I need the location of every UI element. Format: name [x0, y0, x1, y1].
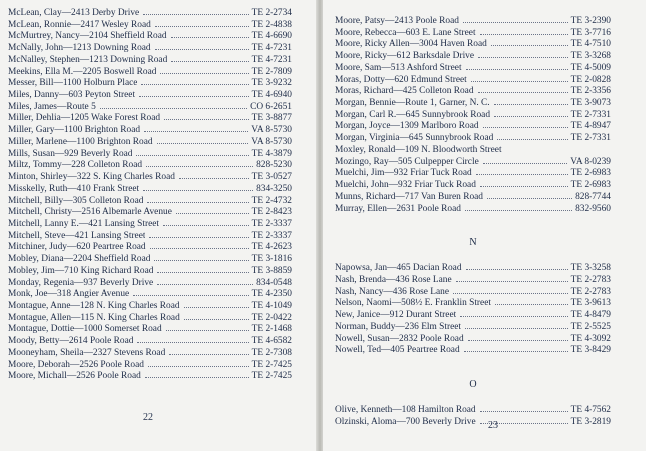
directory-entry [335, 167, 611, 179]
directory-entry [8, 359, 292, 371]
entry-name-address: Munns, Richard—717 Van Buren Road [335, 191, 483, 202]
dot-leader [164, 112, 249, 120]
entry-phone: VA 8-5730 [251, 136, 292, 147]
entry-phone: TE 4-3879 [251, 148, 292, 159]
dot-leader [480, 27, 568, 35]
directory-entry [335, 109, 611, 121]
entry-phone: TE 2-7331 [570, 133, 611, 144]
dot-leader [137, 335, 248, 343]
entry-phone: 832-9560 [575, 203, 611, 214]
dot-leader [171, 30, 249, 38]
entry-phone: TE 3-8877 [251, 113, 292, 124]
entry-name-address: Nowell, Ted—405 Peartree Road [335, 345, 460, 356]
directory-entry [335, 144, 611, 156]
left-page [0, 0, 318, 451]
entry-phone: TE 4-7562 [570, 404, 611, 415]
dot-leader [453, 286, 568, 294]
dot-leader [157, 136, 249, 144]
directory-entry [8, 124, 292, 136]
directory-entry [8, 206, 292, 218]
entry-name-address: Miles, James—Route 5 [8, 101, 96, 112]
directory-entry [335, 321, 611, 333]
entry-phone: TE 4-7231 [251, 54, 292, 65]
directory-entry [335, 286, 611, 298]
dot-leader [465, 203, 572, 211]
entry-phone: TE 3-1816 [251, 254, 292, 265]
entry-name-address: Mitchiner, Judy—620 Peartree Road [8, 242, 146, 253]
dot-leader [146, 159, 253, 167]
entry-name-address: Monk, Joe—318 Angier Avenue [8, 289, 130, 300]
directory-entry [8, 183, 292, 195]
right-page-number: 23 [488, 420, 498, 431]
entry-name-address: Monday, Regenia—937 Beverly Drive [8, 277, 154, 288]
dot-leader [483, 156, 568, 164]
entry-phone: TE 2-6983 [570, 168, 611, 179]
directory-entry [335, 297, 611, 309]
dot-leader [184, 312, 249, 320]
directory-entry [8, 335, 292, 347]
n-entry-list [335, 262, 611, 356]
entry-name-address: Minton, Shirley—322 S. King Charles Road [8, 172, 175, 183]
directory-entry [335, 333, 611, 345]
dot-leader [480, 404, 568, 412]
dot-leader [480, 179, 568, 187]
directory-entry [335, 62, 611, 74]
entry-name-address: Nash, Nancy—436 Rose Lane [335, 286, 450, 297]
dot-leader [465, 321, 568, 329]
directory-entry [8, 370, 292, 382]
entry-phone: VA 8-5730 [251, 125, 292, 136]
entry-phone: TE 2-7425 [251, 371, 292, 382]
entry-phone: TE 2-4732 [251, 195, 292, 206]
entry-name-address: Mitchell, Christy—2516 Albemarle Avenue [8, 207, 172, 218]
entry-name-address: Montague, Anne—128 N. King Charles Road [8, 300, 180, 311]
entry-phone: TE 2-8423 [251, 207, 292, 218]
dot-leader [184, 300, 249, 308]
entry-phone: 834-0548 [256, 277, 292, 288]
entry-phone: TE 2-7425 [251, 359, 292, 370]
dot-leader [483, 120, 568, 128]
directory-entry [335, 50, 611, 62]
directory-entry [335, 404, 611, 416]
entry-name-address: McLean, Ronnie—2417 Wesley Road [8, 19, 151, 30]
directory-entry [8, 136, 292, 148]
directory-entry [8, 241, 292, 253]
entry-name-address: Moxley, Ronald—109 N. Bloodworth Street [335, 144, 502, 155]
entry-phone: TE 4-6582 [251, 336, 292, 347]
directory-entry [8, 312, 292, 324]
directory-entry [335, 85, 611, 97]
dot-leader [478, 85, 568, 93]
entry-phone: TE 3-0527 [251, 172, 292, 183]
section-heading-n: N [469, 237, 477, 249]
entry-phone: TE 3-2819 [570, 416, 611, 427]
entry-name-address: Moras, Richard—425 Colleton Road [335, 86, 474, 97]
entry-phone: TE 4-2623 [251, 242, 292, 253]
dot-leader [169, 347, 248, 355]
dot-leader [497, 132, 567, 140]
entry-phone: TE 4-5009 [570, 62, 611, 73]
entry-phone: TE 2-0828 [570, 74, 611, 85]
directory-entry [335, 191, 611, 203]
directory-entry [335, 97, 611, 109]
dot-leader [494, 97, 568, 105]
left-entry-list [8, 7, 292, 382]
entry-name-address: Morgan, Joyce—1309 Marlboro Road [335, 121, 479, 132]
entry-phone: TE 2-3337 [251, 230, 292, 241]
dot-leader [487, 191, 572, 199]
entry-phone: TE 2-7308 [251, 347, 292, 358]
directory-entry [8, 323, 292, 335]
entry-phone: TE 2-4838 [251, 19, 292, 30]
dot-leader [163, 218, 249, 226]
dot-leader [155, 42, 249, 50]
entry-phone: TE 4-8947 [570, 121, 611, 132]
directory-entry [8, 265, 292, 277]
directory-entry [335, 15, 611, 27]
entry-name-address: Mooneyham, Sheila—2327 Stevens Road [8, 347, 166, 358]
entry-name-address: Moore, Ricky Allen—3004 Haven Road [335, 39, 487, 50]
section-heading-o: O [469, 378, 477, 390]
dot-leader [494, 109, 568, 117]
directory-entry [8, 54, 292, 66]
left-page-number: 22 [143, 412, 153, 423]
entry-name-address: Olive, Kenneth—108 Hamilton Road [335, 404, 476, 415]
dot-leader [463, 15, 568, 23]
right-page [323, 0, 646, 451]
entry-phone: TE 3-3258 [570, 263, 611, 274]
dot-leader [157, 265, 248, 273]
directory-entry [8, 277, 292, 289]
dot-leader [476, 167, 568, 175]
entry-name-address: Moore, Deborah—2526 Poole Road [8, 359, 144, 370]
dot-leader [171, 54, 248, 62]
entry-name-address: Norman, Buddy—236 Elm Street [335, 321, 462, 332]
dot-leader [139, 89, 249, 97]
entry-phone: TE 2-7809 [251, 66, 292, 77]
entry-phone: TE 3-2390 [570, 16, 611, 26]
directory-entry [8, 7, 292, 19]
entry-name-address: Miller, Gary—1100 Brighton Road [8, 125, 141, 136]
entry-phone: TE 4-6690 [251, 31, 292, 42]
entry-name-address: Moody, Betty—2614 Poole Road [8, 336, 134, 347]
entry-phone: TE 2-2734 [251, 8, 292, 18]
directory-entry [8, 42, 292, 54]
entry-phone: TE 3-9073 [570, 98, 611, 109]
entry-name-address: McNally, John—1213 Downing Road [8, 43, 151, 54]
directory-entry [8, 347, 292, 359]
entry-name-address: Nash, Brenda—436 Rose Lane [335, 274, 452, 285]
directory-entry [8, 195, 292, 207]
entry-phone: VA 8-0239 [570, 156, 611, 167]
dot-leader [144, 124, 248, 132]
entry-name-address: Miller, Dehlia—1205 Wake Forest Road [8, 113, 161, 124]
entry-phone: TE 3-9613 [570, 298, 611, 309]
entry-phone: TE 2-0422 [251, 312, 292, 323]
entry-name-address: Mills, Susan—929 Beverly Road [8, 148, 133, 159]
entry-phone: TE 2-5525 [570, 321, 611, 332]
entry-phone: TE 4-8479 [570, 310, 611, 321]
entry-name-address: Muelchi, Jim—932 Friar Tuck Road [335, 168, 472, 179]
dot-leader [150, 241, 249, 249]
entry-name-address: Morgan, Virginia—645 Sunnybrook Road [335, 133, 494, 144]
dot-leader [495, 297, 568, 305]
entry-name-address: McLean, Clay—2413 Derby Drive [8, 8, 140, 18]
dot-leader [478, 50, 568, 58]
entry-phone: TE 3-7716 [570, 27, 611, 38]
directory-entry [8, 300, 292, 312]
entry-name-address: Moore, Ricky—612 Barksdale Drive [335, 51, 475, 62]
entry-phone: TE 3-9232 [251, 78, 292, 89]
directory-entry [8, 218, 292, 230]
entry-name-address: New, Janice—912 Durant Street [335, 310, 457, 321]
entry-name-address: Murray, Ellen—2631 Poole Road [335, 203, 461, 214]
entry-name-address: Mitchell, Lanny E.—421 Lansing Street [8, 218, 160, 229]
entry-name-address: Moore, Sam—513 Ashford Street [335, 62, 462, 73]
entry-phone: TE 4-7510 [570, 39, 611, 50]
entry-name-address: Miles, Danny—603 Peyton Street [8, 90, 136, 101]
dot-leader [141, 77, 248, 85]
entry-name-address: Olzinski, Aloma—700 Beverly Drive [335, 416, 476, 427]
entry-phone: TE 4-2350 [251, 289, 292, 300]
entry-name-address: Mozingo, Ray—505 Culpepper Circle [335, 156, 479, 167]
directory-entry [8, 101, 292, 113]
entry-name-address: Moras, Dotty—620 Edmund Street [335, 74, 467, 85]
entry-name-address: McNalley, Stephen—1213 Downing Road [8, 54, 168, 65]
directory-entry [8, 66, 292, 78]
directory-entry [8, 77, 292, 89]
dot-leader [136, 148, 248, 156]
entry-phone: TE 2-1468 [251, 324, 292, 335]
entry-name-address: Morgan, Carl R.—645 Sunnybrook Road [335, 109, 491, 120]
dot-leader [468, 333, 568, 341]
entry-name-address: Mobley, Jim—710 King Richard Road [8, 265, 154, 276]
entry-phone: TE 2-7331 [570, 109, 611, 120]
entry-phone: TE 3-3268 [570, 51, 611, 62]
dot-leader [143, 183, 253, 191]
directory-entry [335, 416, 611, 428]
dot-leader [179, 171, 249, 179]
entry-name-address: Miller, Marlene—1100 Brighton Road [8, 136, 153, 147]
right-entry-column [335, 15, 611, 427]
entry-name-address: Meekins, Ella M.—2205 Boswell Road [8, 66, 157, 77]
dot-leader [176, 206, 249, 214]
entry-name-address: Mitchell, Steve—421 Lansing Street [8, 230, 146, 241]
dot-leader [157, 277, 253, 285]
entry-name-address: Moore, Michall—2526 Poole Road [8, 371, 141, 382]
directory-entry [335, 203, 611, 215]
dot-leader [133, 288, 248, 296]
entry-name-address: Moore, Rebecca—603 E. Lane Street [335, 27, 476, 38]
m-entry-list [335, 15, 611, 214]
entry-phone: TE 4-1049 [251, 300, 292, 311]
entry-name-address: Misskelly, Ruth—410 Frank Street [8, 183, 140, 194]
dot-leader [147, 195, 248, 203]
directory-entry [8, 30, 292, 42]
entry-phone: 828-5230 [256, 160, 292, 171]
dot-leader [148, 359, 249, 367]
dot-leader [155, 19, 249, 27]
entry-name-address: McMurtrey, Nancy—2104 Sheffield Road [8, 31, 167, 42]
directory-entry [8, 148, 292, 160]
directory-entry [335, 344, 611, 356]
directory-entry [8, 288, 292, 300]
entry-phone: TE 3-8859 [251, 265, 292, 276]
dot-leader [491, 38, 568, 46]
entry-phone: TE 3-8429 [570, 345, 611, 356]
directory-entry [335, 179, 611, 191]
directory-entry [8, 159, 292, 171]
entry-name-address: Mobley, Diana—2204 Sheffield Road [8, 254, 151, 265]
entry-name-address: Nowell, Susan—2832 Poole Road [335, 333, 464, 344]
dot-leader [145, 370, 249, 378]
directory-entry [8, 112, 292, 124]
dot-leader [100, 101, 247, 109]
entry-phone: TE 2-3337 [251, 218, 292, 229]
o-entry-list [335, 404, 611, 427]
directory-entry [335, 156, 611, 168]
entry-phone: TE 4-6940 [251, 90, 292, 101]
directory-entry [335, 27, 611, 39]
entry-phone: TE 4-3092 [570, 333, 611, 344]
entry-phone: TE 2-3356 [570, 86, 611, 97]
entry-phone: TE 2-6983 [570, 180, 611, 191]
directory-entry [335, 262, 611, 274]
entry-phone: TE 2-2783 [570, 274, 611, 285]
entry-phone: TE 2-2783 [570, 286, 611, 297]
dot-leader [154, 253, 248, 261]
directory-entry [335, 274, 611, 286]
directory-entry [8, 230, 292, 242]
directory-entry [8, 253, 292, 265]
entry-phone: 834-3250 [256, 183, 292, 194]
directory-entry [335, 74, 611, 86]
directory-entry [8, 171, 292, 183]
dot-leader [456, 274, 568, 282]
directory-entry [335, 38, 611, 50]
dot-leader [160, 66, 248, 74]
dot-leader [466, 62, 568, 70]
entry-name-address: Muelchi, John—932 Friar Tuck Road [335, 180, 476, 191]
entry-phone: TE 4-7231 [251, 43, 292, 54]
dot-leader [471, 74, 568, 82]
directory-entry [335, 309, 611, 321]
entry-name-address: Montague, Dottie—1000 Somerset Road [8, 324, 162, 335]
entry-name-address: Messer, Bill—1100 Holburn Place [8, 78, 138, 89]
directory-entry [8, 19, 292, 31]
dot-leader [466, 262, 568, 270]
dot-leader [143, 7, 248, 15]
dot-leader [149, 230, 248, 238]
dot-leader [460, 309, 567, 317]
entry-name-address: Morgan, Bennie—Route 1, Garner, N. C. [335, 98, 490, 109]
entry-name-address: Mitchell, Billy—305 Colleton Road [8, 195, 144, 206]
entry-name-address: Miltz, Tommy—228 Colleton Road [8, 160, 143, 171]
entry-name-address: Montague, Allen—115 N. King Charles Road [8, 312, 180, 323]
entry-phone: 828-7744 [575, 191, 611, 202]
entry-name-address: Moore, Patsy—2413 Poole Road [335, 16, 459, 26]
directory-entry [8, 89, 292, 101]
entry-phone: CO 6-2651 [250, 101, 292, 112]
directory-entry [335, 120, 611, 132]
entry-name-address: Nelson, Naomi—508½ E. Franklin Street [335, 298, 491, 309]
entry-name-address: Napowsa, Jan—465 Dacian Road [335, 263, 462, 274]
directory-entry [335, 132, 611, 144]
dot-leader [166, 323, 249, 331]
dot-leader [464, 344, 568, 352]
